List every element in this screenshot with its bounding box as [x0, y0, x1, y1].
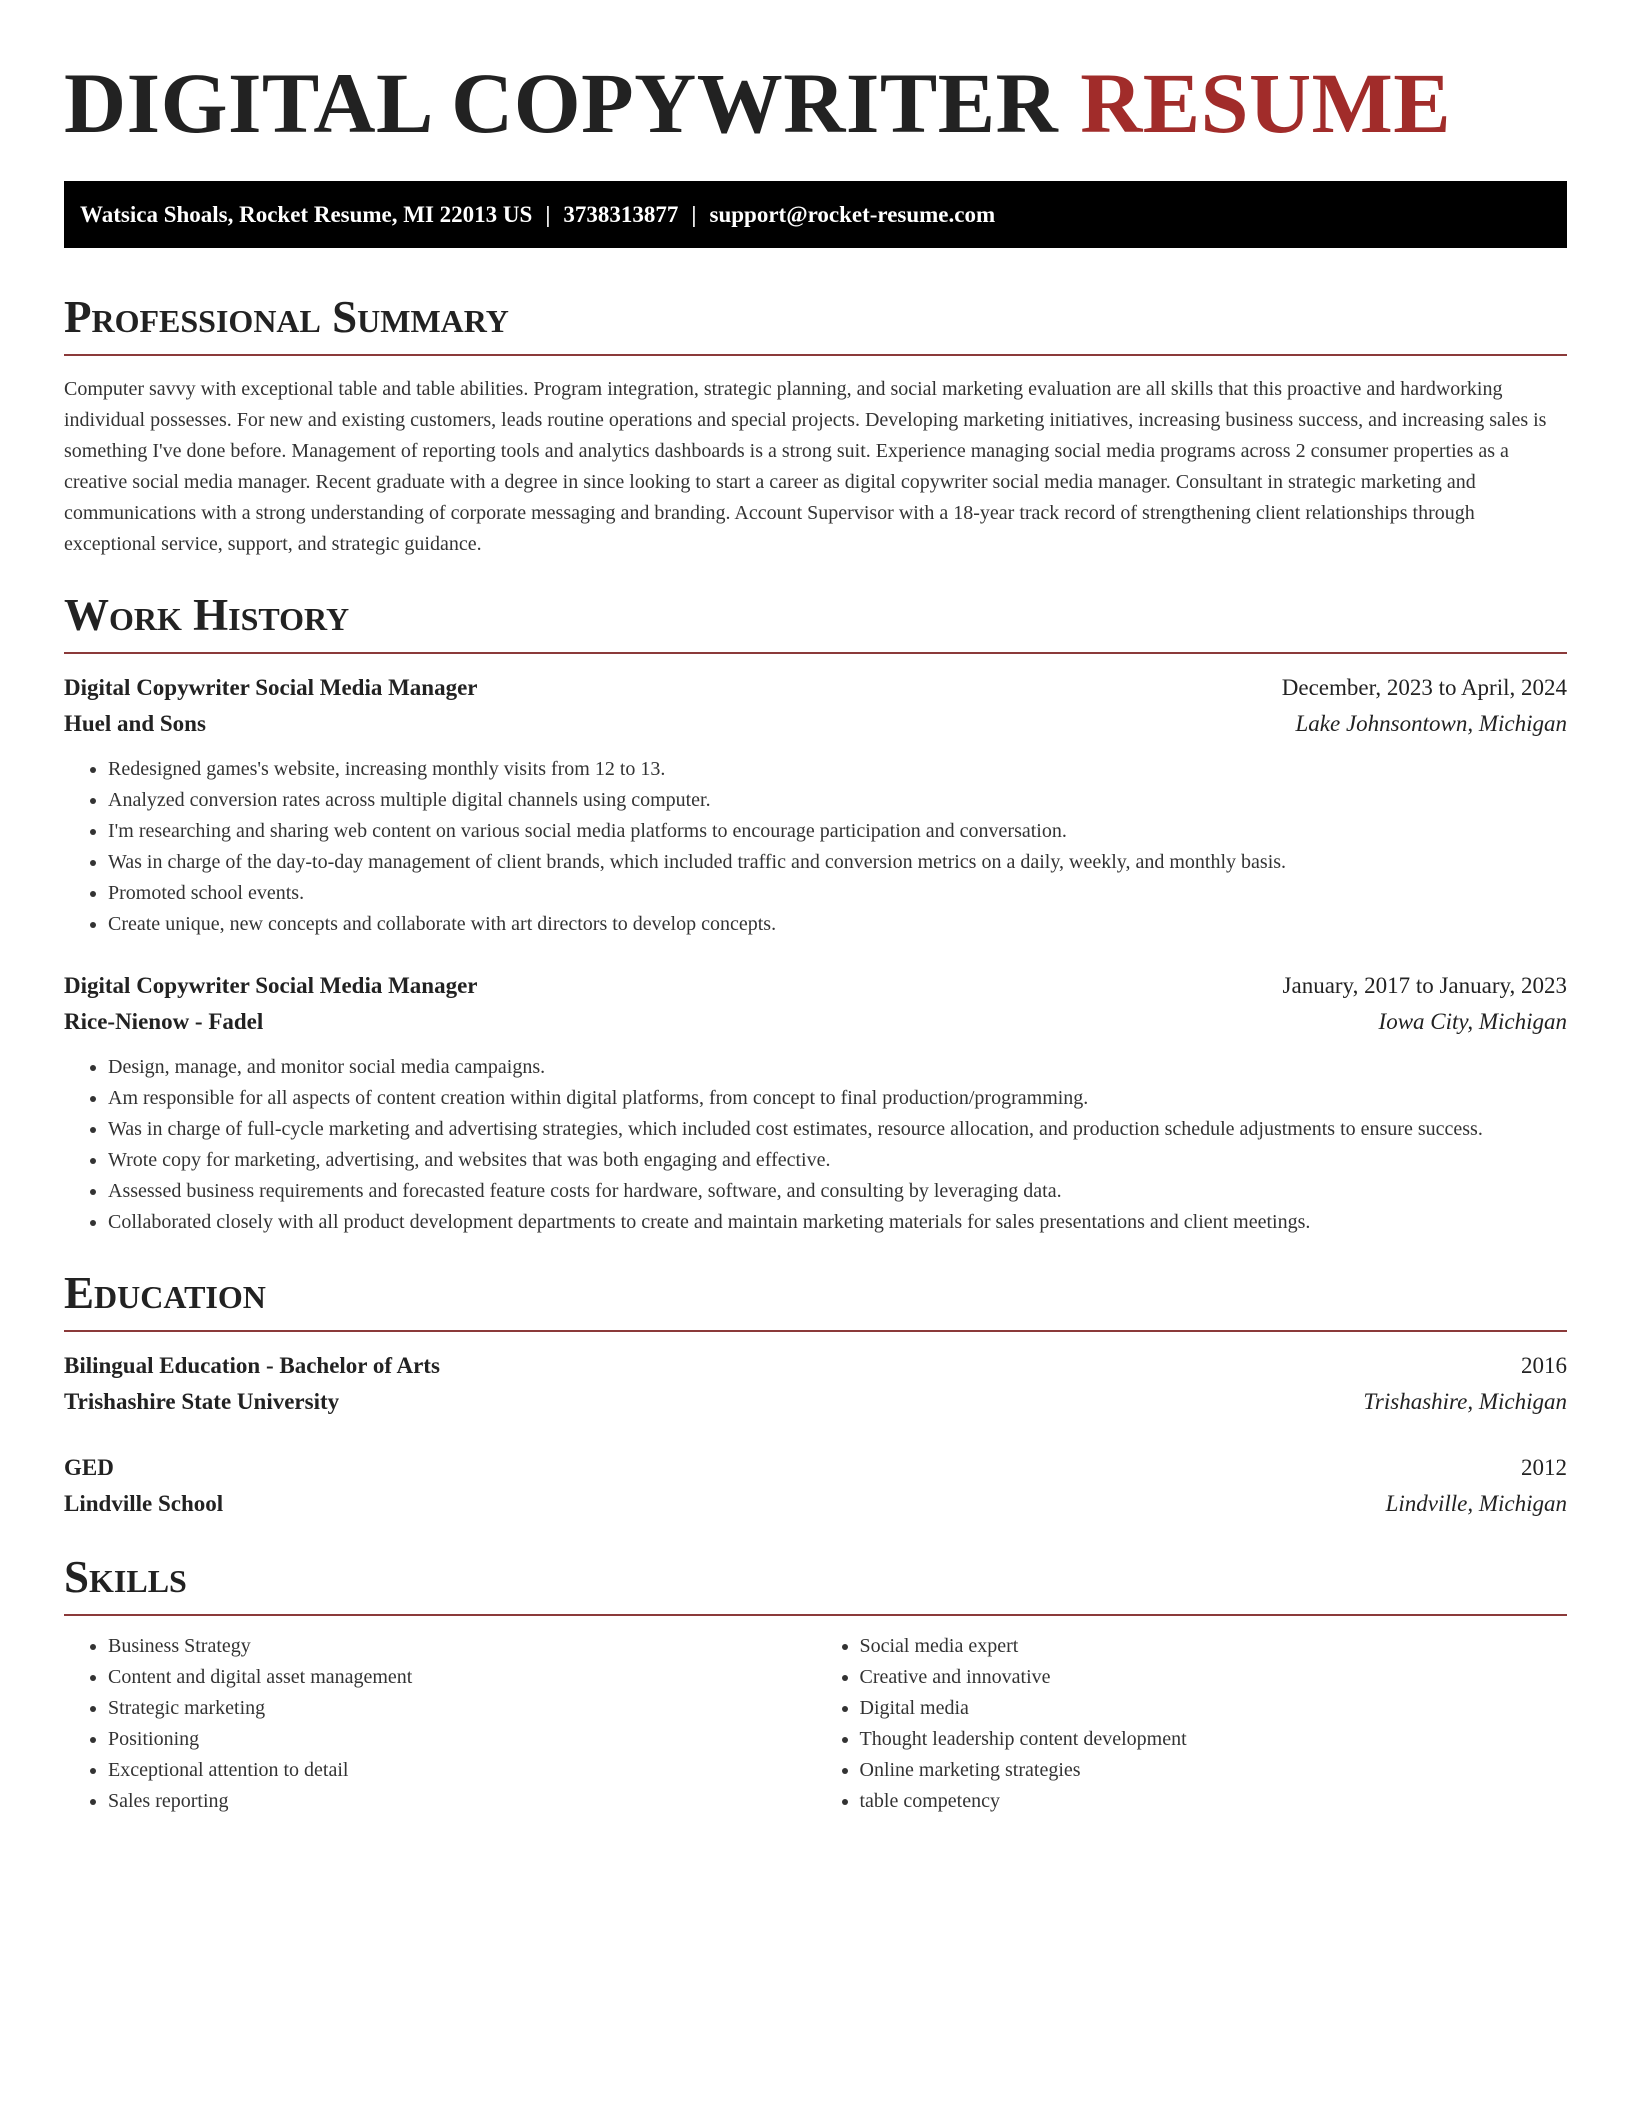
- job-location: Lake Johnsontown, Michigan: [1295, 711, 1567, 736]
- job-bullet: • Was in charge of the day-to-day management of client brands, which included traffic and conversion metrics on a daily, weekly, and monthly basis.: [108, 847, 1567, 878]
- skill-item: • Business Strategy: [108, 1631, 816, 1662]
- job-header-row: [64, 968, 1567, 1004]
- job-bullet: • Assessed business requirements and forecasted feature costs for hardware, software, and consulting by leveraging data.: [108, 1176, 1567, 1207]
- education-school-row: [64, 1486, 1567, 1522]
- skills-list-right: [816, 1631, 1568, 1817]
- skill-item: • Positioning: [108, 1724, 816, 1755]
- resume-title-main: DIGITAL COPYWRITER: [64, 55, 1059, 151]
- job-bullet: • Design, manage, and monitor social media campaigns.: [108, 1052, 1567, 1083]
- summary-text: Computer savvy with exceptional table and table abilities. Program integration, strategic planning, and social marketing evaluation are all skills that this proactive and hardworking individual possesses. For new and existing customers, leads routine operations and special projects. Developing marketing initiatives, increasing business success, and increasing sales is something I've done before. Management of reporting tools and analytics dashboards is a strong suit. Experience managing social media programs across 2 consumer properties as a creative social media manager. Recent graduate with a degree in since looking to start a career as digital copywriter social media manager. Consultant in strategic marketing and communications with a strong understanding of corporate messaging and branding. Account Supervisor with a 18-year track record of strengthening client relationships through exceptional service, support, and strategic guidance.: [64, 378, 1547, 555]
- job-bullet: • Redesigned games's website, increasing monthly visits from 12 to 13.: [108, 754, 1567, 785]
- job-bullet: • Was in charge of full-cycle marketing and advertising strategies, which included cost estimates, resource allocation, and production schedule adjustments to ensure success.: [108, 1114, 1567, 1145]
- job-bullet: • I'm researching and sharing web content on various social media platforms to encourage participation and conversation.: [108, 816, 1567, 847]
- skills-columns: [64, 1631, 1567, 1817]
- job-bullets: [64, 754, 1567, 940]
- job-header-row: [64, 670, 1567, 706]
- skill-item: • Exceptional attention to detail: [108, 1755, 816, 1786]
- job-location: Iowa City, Michigan: [1378, 1009, 1567, 1034]
- section-heading-education: Education: [64, 1268, 1567, 1332]
- education-school: Lindville School: [64, 1491, 224, 1516]
- skill-item: • Thought leadership content development: [860, 1724, 1568, 1755]
- job-entry: [64, 670, 1567, 940]
- education-location: Trishashire, Michigan: [1363, 1389, 1567, 1414]
- job-entry: [64, 968, 1567, 1238]
- education-school: Trishashire State University: [64, 1389, 340, 1414]
- section-heading-summary: Professional Summary: [64, 292, 1567, 356]
- education-year: 2016: [1521, 1353, 1567, 1378]
- job-bullet: • Am responsible for all aspects of content creation within digital platforms, from concept to final production/programming.: [108, 1083, 1567, 1114]
- resume-page: [64, 0, 1567, 1817]
- section-heading-work: Work History: [64, 590, 1567, 654]
- skills-list-left: [64, 1631, 816, 1817]
- education-degree-row: [64, 1348, 1567, 1384]
- job-dates: January, 2017 to January, 2023: [1282, 973, 1567, 998]
- job-bullet: • Promoted school events.: [108, 878, 1567, 909]
- job-bullet: • Wrote copy for marketing, advertising, and websites that was both engaging and effective.: [108, 1145, 1567, 1176]
- resume-title: [64, 55, 1567, 151]
- skill-item: • table competency: [860, 1786, 1568, 1817]
- work-history-section: [64, 590, 1567, 1238]
- job-company: Rice-Nienow - Fadel: [64, 1009, 264, 1034]
- skill-item: • Online marketing strategies: [860, 1755, 1568, 1786]
- job-bullets: [64, 1052, 1567, 1238]
- contact-separator: |: [545, 202, 551, 227]
- job-title: Digital Copywriter Social Media Manager: [64, 973, 478, 998]
- skill-item: • Sales reporting: [108, 1786, 816, 1817]
- education-entry: [64, 1348, 1567, 1420]
- contact-phone[interactable]: 3738313877: [563, 202, 679, 227]
- professional-summary-section: [64, 292, 1567, 560]
- education-degree: GED: [64, 1455, 114, 1480]
- contact-address: Watsica Shoals, Rocket Resume, MI 22013 US: [80, 202, 533, 227]
- resume-title-accent: RESUME: [1080, 55, 1452, 151]
- job-bullet: • Collaborated closely with all product development departments to create and maintain marketing materials for sales presentations and client meetings.: [108, 1207, 1567, 1238]
- skill-item: • Content and digital asset management: [108, 1662, 816, 1693]
- section-heading-skills: Skills: [64, 1552, 1567, 1616]
- education-location: Lindville, Michigan: [1385, 1491, 1567, 1516]
- job-bullet: • Create unique, new concepts and collaborate with art directors to develop concepts.: [108, 909, 1567, 940]
- skill-item: • Social media expert: [860, 1631, 1568, 1662]
- job-title: Digital Copywriter Social Media Manager: [64, 675, 478, 700]
- contact-bar: [64, 181, 1567, 248]
- education-degree-row: [64, 1450, 1567, 1486]
- education-section: [64, 1268, 1567, 1522]
- contact-separator: |: [691, 202, 697, 227]
- skill-item: • Strategic marketing: [108, 1693, 816, 1724]
- education-degree: Bilingual Education - Bachelor of Arts: [64, 1353, 440, 1378]
- skill-item: • Digital media: [860, 1693, 1568, 1724]
- job-company-row: [64, 706, 1567, 742]
- education-entry: [64, 1450, 1567, 1522]
- skills-section: [64, 1552, 1567, 1817]
- skill-item: • Creative and innovative: [860, 1662, 1568, 1693]
- job-dates: December, 2023 to April, 2024: [1281, 675, 1567, 700]
- job-company-row: [64, 1004, 1567, 1040]
- education-school-row: [64, 1384, 1567, 1420]
- education-year: 2012: [1521, 1455, 1567, 1480]
- job-bullet: • Analyzed conversion rates across multiple digital channels using computer.: [108, 785, 1567, 816]
- job-company: Huel and Sons: [64, 711, 206, 736]
- contact-email[interactable]: support@rocket-resume.com: [709, 202, 996, 227]
